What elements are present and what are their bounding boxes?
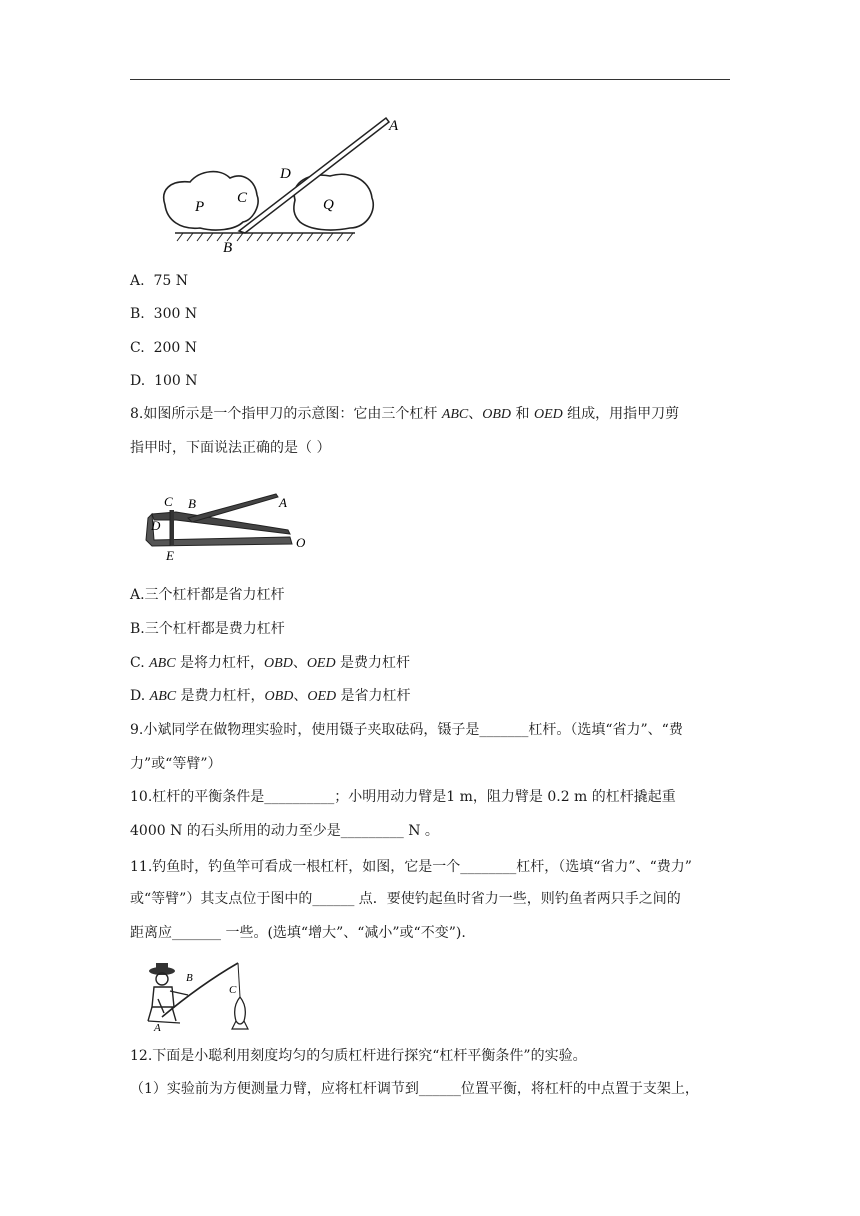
lever-rock-figure [155,110,415,260]
fig1-label-P: P [195,199,205,215]
fig1-label-Q: Q [323,197,334,213]
q11-line3: 距离应_______ 一些。(选填“增大”、“减小”或“不变”). [130,925,466,941]
fig1-label-D: D [280,166,291,182]
fig1-label-A: A [389,118,399,134]
fig2-label-D: D [151,518,161,533]
fig2-label-E: E [166,548,174,563]
fishing-rod-figure [140,955,260,1033]
q8-stem-line2: 指甲时，下面说法正确的是（ ） [130,440,331,456]
q7-option-c: C. 200 N [130,340,197,356]
q7-option-d: D. 100 N [130,373,198,389]
q8-option-b: B.三个杠杆都是费力杠杆 [130,621,285,637]
fig3-label-B: B [186,972,193,984]
q7-option-b: B. 300 N [130,306,198,322]
fig2-label-C: C [164,494,173,509]
fig1-label-C: C [237,190,248,206]
q10-line1: 10.杠杆的平衡条件是__________；小明用动力臂是1 m，阻力臂是 0.2 m 的杠杆撬起重 [130,789,676,805]
nail-clipper-figure [140,490,320,565]
q12-line1: 12.下面是小聪利用刻度均匀的匀质杠杆进行探究“杠杆平衡条件”的实验。 [130,1048,587,1064]
q11-line2: 或“等臂”）其支点位于图中的______ 点．要使钓起鱼时省力一些，则钓鱼者两只手之间的 [130,891,681,907]
fig3-label-A: A [154,1022,161,1033]
fig2-label-B: B [188,496,196,511]
q12-line2: （1）实验前为方便测量力臂，应将杠杆调节到______位置平衡，将杠杆的中点置于支架上， [130,1081,699,1097]
q8-stem-line1: 8.如图所示是一个指甲刀的示意图：它由三个杠杆 ABC、OBD 和 OED 组成，用指甲刀剪 [130,406,680,422]
q9-line2: 力”或“等臂”） [130,756,222,772]
q8-option-c: C. ABC 是将力杠杆，OBD、OED 是费力杠杆 [130,655,411,671]
q8-option-d: D. ABC 是费力杠杆，OBD、OED 是省力杠杆 [130,688,411,704]
fig2-label-A: A [279,495,287,510]
q10-line2: 4000 N 的石头所用的动力至少是_________ N 。 [130,823,439,839]
header-rule [130,79,730,80]
fig2-label-O: O [296,535,306,550]
q7-option-a: A. 75 N [130,273,188,289]
fig3-label-C: C [229,984,237,996]
q11-line1: 11.钓鱼时，钓鱼竿可看成一根杠杆，如图，它是一个________杠杆，（选填“省力”、“费力” [130,859,692,875]
q8-option-a: A.三个杠杆都是省力杠杆 [130,587,285,603]
q9-line1: 9.小斌同学在做物理实验时，使用镊子夹取砝码，镊子是_______杠杆。（选填“省力”、“费 [130,722,683,738]
fig1-label-B: B [223,240,233,256]
